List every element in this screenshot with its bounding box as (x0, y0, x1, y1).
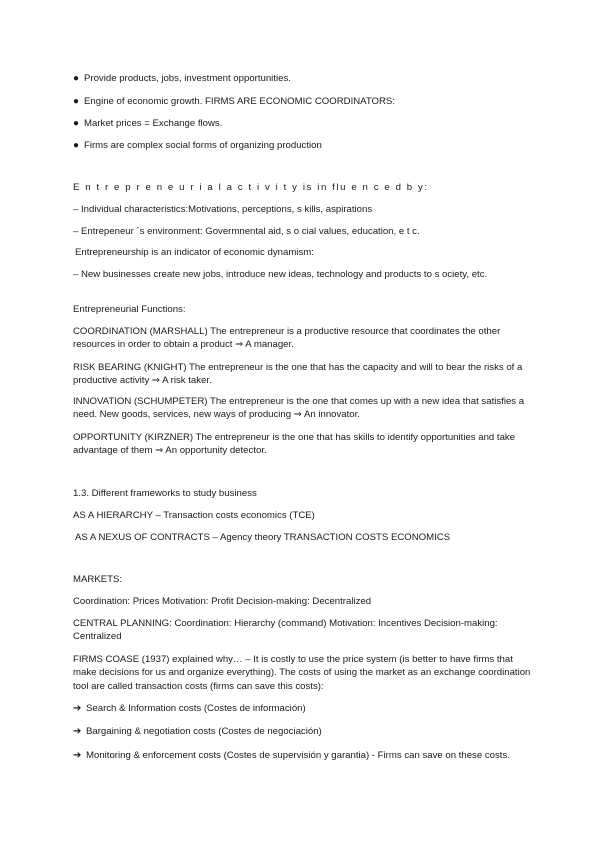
cost-text: Monitoring & enforcement costs (Costes de supervisión y garantia) - Firms can save on these costs. (86, 750, 510, 761)
bullet-icon: ● (73, 118, 80, 129)
bullet-item (73, 117, 531, 130)
cost-text: Bargaining & negotiation costs (Costes de negociación) (86, 726, 322, 737)
framework-hierarchy: AS A HIERARCHY – Transaction costs economics (TCE) (73, 510, 315, 521)
markets-coordination: Coordination: Prices Motivation: Profit Decision-making: Decentralized (73, 596, 372, 607)
dynamism-line: Entrepreneurship is an indicator of economic dynamism: (75, 247, 314, 258)
function-risk-bearing: RISK BEARING (KNIGHT) The entrepreneur is the one that has the capacity and will to bear the risks of a productive activity ⇒ A risk taker. (73, 362, 523, 387)
influence-item: – Individual characteristics:Motivations, perceptions, s kills, aspirations (73, 204, 373, 215)
bullet-icon: ● (73, 73, 80, 84)
cost-item (73, 725, 531, 738)
function-opportunity: OPPORTUNITY (KIRZNER) The entrepreneur is the one that has skills to identify opportunities and take advantage of them ⇒ An opportunity detector. (73, 432, 516, 457)
central-planning: CENTRAL PLANNING: Coordination: Hierarchy (command) Motivation: Incentives Decision-making: Centralized (73, 618, 498, 643)
function-coordination: COORDINATION (MARSHALL) The entrepreneur is a productive resource that coordinates the other resources in order to obtain a product ⇒ A manager. (73, 326, 501, 351)
bullet-item (73, 139, 531, 152)
influence-item: – Entrepeneur ´s environment: Govermnental aid, s o cial values, education, e t c. (73, 226, 420, 237)
markets-heading: MARKETS: (73, 574, 123, 585)
cost-text: Search & Information costs (Costes de información) (86, 703, 306, 714)
bullet-text: Provide products, jobs, investment opportunities. (84, 73, 291, 84)
function-innovation: INNOVATION (SCHUMPETER) The entrepreneur is the one that comes up with a new idea that satisfies a need. New goods, services, new ways of producing ⇒ An innovator. (73, 396, 525, 421)
arrow-icon: ➔ (73, 750, 82, 761)
bullet-text: Market prices = Exchange flows. (84, 118, 223, 129)
arrow-icon: ➔ (73, 726, 82, 737)
functions-heading: Entrepreneurial Functions: (73, 304, 186, 315)
bullet-text: Engine of economic growth. FIRMS ARE ECONOMIC COORDINATORS: (84, 96, 395, 107)
coase-paragraph: FIRMS COASE (1937) explained why… – It is costly to use the price system (is better to have firms that make decisions for us and organize everything). The costs of using the market as an exchange coordination tool are called transaction costs (firms can save this costs): (73, 654, 531, 692)
cost-item (73, 702, 531, 715)
arrow-icon: ➔ (73, 703, 82, 714)
bullet-text: Firms are complex social forms of organizing production (84, 140, 322, 151)
frameworks-heading: 1.3. Different frameworks to study business (73, 488, 257, 499)
entrepreneurial-heading: E n t r e p r e n e u r i a l a c t i v i t y is in flu e n c e d b y: (73, 182, 429, 193)
bullet-icon: ● (73, 96, 80, 107)
bullet-icon: ● (73, 140, 80, 151)
bullet-item (73, 72, 531, 85)
cost-item (73, 749, 531, 762)
bullet-item (73, 95, 531, 108)
dynamism-item: – New businesses create new jobs, introduce new ideas, technology and products to s ociety, etc. (73, 269, 488, 280)
framework-nexus: AS A NEXUS OF CONTRACTS – Agency theory TRANSACTION COSTS ECONOMICS (75, 532, 451, 543)
